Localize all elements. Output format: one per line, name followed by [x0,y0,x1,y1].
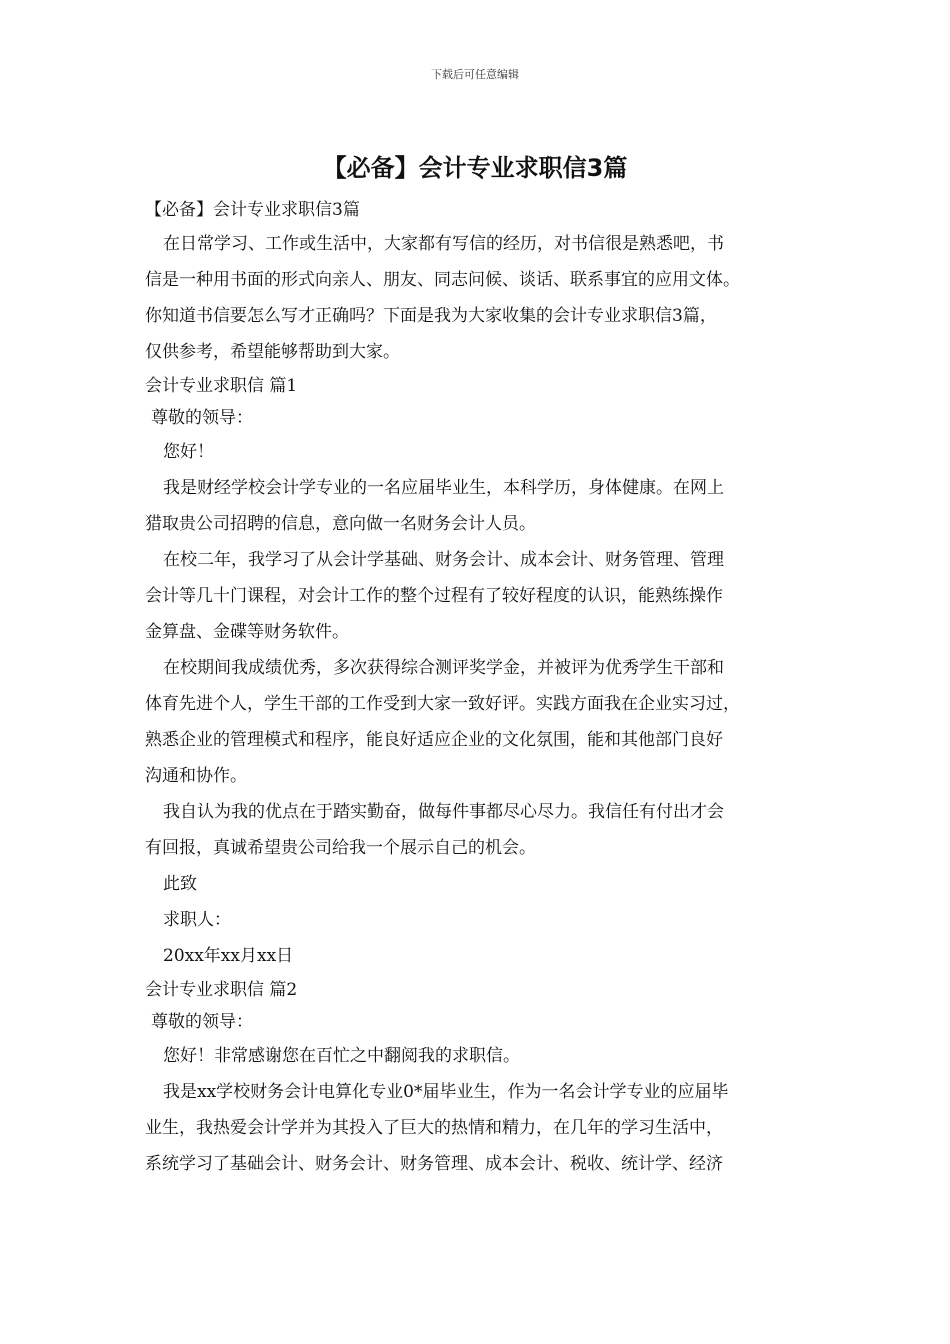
paragraph-line: 在校二年，我学习了从会计学基础、财务会计、成本会计、财务管理、管理 [163,550,724,570]
paragraph-line: 体育先进个人，学生干部的工作受到大家一致好评。实践方面我在企业实习过， [145,694,740,714]
salutation: 尊敬的领导： [151,408,253,428]
paragraph-line: 在校期间我成绩优秀，多次获得综合测评奖学金，并被评为优秀学生干部和 [163,658,724,678]
paragraph-line: 熟悉企业的管理模式和程序，能良好适应企业的文化氛围，能和其他部门良好 [145,730,723,750]
paragraph-line: 有回报，真诚希望贵公司给我一个展示自己的机会。 [145,838,536,858]
letter-heading: 会计专业求职信 篇1 [145,376,298,396]
date-line: 20xx年xx月xx日 [163,946,294,966]
paragraph-line: 金算盘、金碟等财务软件。 [145,622,349,642]
subtitle: 【必备】会计专业求职信3篇 [145,200,360,220]
page-title: 【必备】会计专业求职信3篇 [322,154,628,182]
intro-line: 仅供参考，希望能够帮助到大家。 [145,342,400,362]
paragraph-line: 我是财经学校会计学专业的一名应届毕业生，本科学历，身体健康。在网上 [163,478,724,498]
document-body [145,194,825,1182]
greeting: 您好！非常感谢您在百忙之中翻阅我的求职信。 [163,1046,520,1066]
applicant-line: 求职人： [163,910,231,930]
greeting: 您好！ [163,442,214,462]
closing: 此致 [163,874,197,894]
paragraph-line: 系统学习了基础会计、财务会计、财务管理、成本会计、税收、统计学、经济 [145,1154,723,1174]
paragraph-line: 我自认为我的优点在于踏实勤奋，做每件事都尽心尽力。我信任有付出才会 [163,802,724,822]
intro-line: 信是一种用书面的形式向亲人、朋友、同志问候、谈话、联系事宜的应用文体。 [145,270,740,290]
paragraph-line: 我是xx学校财务会计电算化专业0*届毕业生，作为一名会计学专业的应届毕 [163,1082,729,1102]
paragraph-line: 会计等几十门课程，对会计工作的整个过程有了较好程度的认识，能熟练操作 [145,586,723,606]
intro-line: 在日常学习、工作或生活中，大家都有写信的经历，对书信很是熟悉吧，书 [163,234,724,254]
paragraph-line: 沟通和协作。 [145,766,247,786]
header-note: 下载后可任意编辑 [431,68,519,81]
paragraph-line: 业生，我热爱会计学并为其投入了巨大的热情和精力，在几年的学习生活中， [145,1118,723,1138]
intro-line: 你知道书信要怎么写才正确吗？下面是我为大家收集的会计专业求职信3篇， [145,306,717,326]
paragraph-line: 猎取贵公司招聘的信息，意向做一名财务会计人员。 [145,514,536,534]
letter-heading: 会计专业求职信 篇2 [145,980,298,1000]
salutation: 尊敬的领导： [151,1012,253,1032]
